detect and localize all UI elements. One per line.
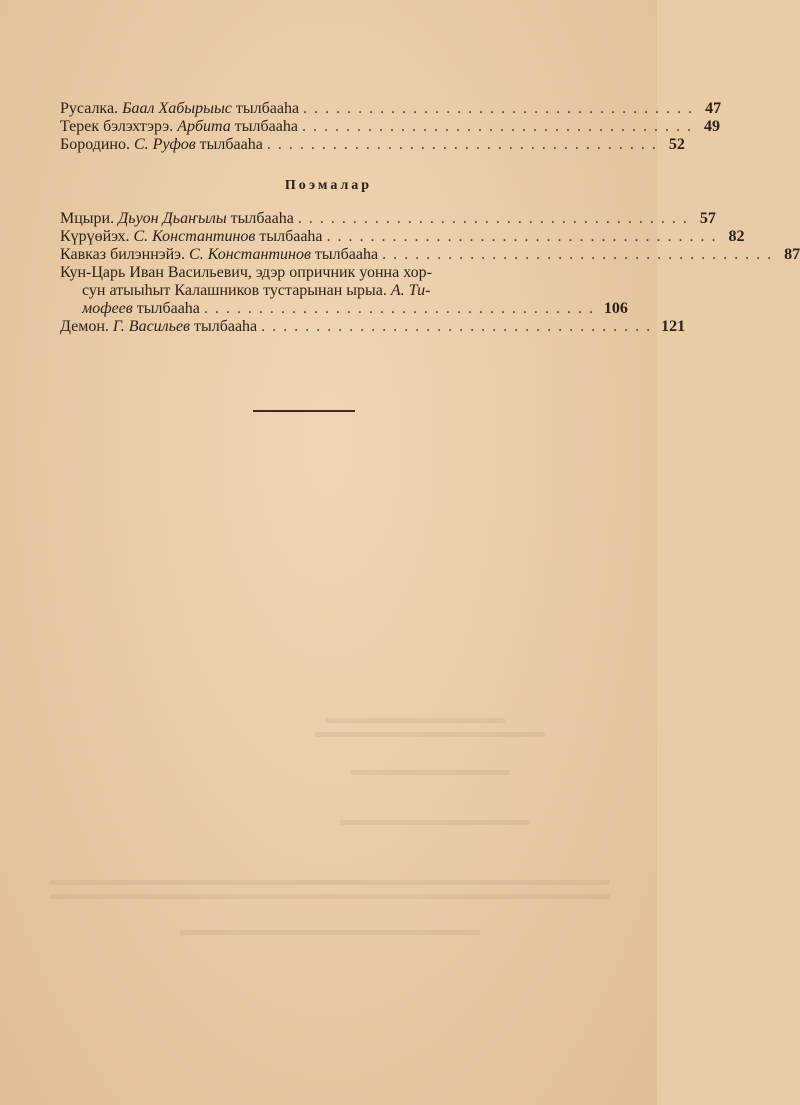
entry-translator: Баал Хабырыыс [122, 100, 232, 117]
entry-translator: Г. Васильев [112, 318, 190, 335]
entry-suffix: тылбааһа [136, 300, 200, 317]
end-rule [253, 410, 355, 412]
entry-suffix: тылбааһа [235, 100, 300, 117]
section-heading: Поэмалар [284, 178, 373, 193]
toc-entry-terek [60, 118, 720, 136]
entry-title: Бородино. [60, 136, 130, 153]
leader-dots: .................................... [326, 228, 723, 245]
toc-entry-tsar-line1 [60, 264, 554, 282]
entry-page-number: 87 [784, 246, 800, 263]
entry-translator: Дьуон Дьаҥылы [118, 210, 227, 227]
leader-dots: .................................... [297, 210, 694, 227]
toc-entry-tsar-line3 [60, 300, 628, 318]
show-through-mark [315, 732, 545, 737]
leader-dots: .................................... [382, 246, 779, 263]
entry-title: Русалка. [60, 100, 119, 117]
entry-suffix: тылбааһа [230, 210, 294, 227]
entry-title: Күрүөйэх. [60, 228, 130, 245]
entry-suffix: тылбааһа [259, 228, 323, 245]
toc-entry-kavkaz [60, 246, 800, 264]
entry-suffix: тылбааһа [199, 136, 263, 153]
entry-suffix: тылбааһа [314, 246, 379, 263]
entry-title-cont: сун атыыһыт Калашников тустарынан ырыа. [82, 282, 387, 299]
entry-title: Терек бэлэхтэрэ. [60, 118, 174, 135]
show-through-mark [50, 880, 610, 885]
entry-page-number: 57 [699, 210, 716, 227]
leader-dots: .................................... [301, 118, 698, 135]
entry-translator: С. Руфов [134, 136, 196, 153]
leader-dots: .................................... [203, 300, 600, 317]
entry-title: Кавказ билэннэйэ. [60, 246, 186, 263]
leader-dots: .................................... [303, 100, 700, 117]
show-through-mark [325, 718, 505, 723]
toc-entry-tsar-line2 [60, 282, 576, 300]
entry-translator: А. Ти- [390, 282, 431, 299]
entry-suffix: тылбааһа [234, 118, 298, 135]
entry-page-number: 49 [703, 118, 720, 135]
show-through-mark [350, 770, 510, 775]
toc-entry-mtsyri [60, 210, 716, 228]
entry-page-number: 52 [668, 136, 685, 153]
toc-entry-demon [60, 318, 686, 336]
entry-translator: С. Константинов [189, 246, 311, 263]
show-through-mark [180, 930, 480, 935]
leader-dots: .................................... [266, 136, 663, 153]
entry-title: Мцыри. [60, 210, 115, 227]
toc-entry-kuruoyeh [60, 228, 745, 246]
entry-title: Кун-Царь Иван Васильевич, эдэр опричник уонна хор- [60, 264, 432, 281]
entry-translator: С. Константинов [133, 228, 256, 245]
entry-suffix: тылбааһа [193, 318, 258, 335]
entry-translator: Арбита [177, 118, 231, 135]
entry-translator-cont: мофеев [82, 300, 133, 317]
entry-page-number: 82 [728, 228, 745, 245]
entry-page-number: 106 [603, 300, 628, 317]
show-through-mark [340, 820, 530, 825]
show-through-mark [50, 894, 610, 899]
entry-page-number: 121 [661, 318, 686, 335]
toc-entry-rusalka [60, 100, 722, 118]
leader-dots: .................................... [261, 318, 658, 335]
entry-page-number: 47 [705, 100, 722, 117]
entry-title: Демон. [60, 318, 109, 335]
toc-entry-borodino [60, 136, 685, 154]
